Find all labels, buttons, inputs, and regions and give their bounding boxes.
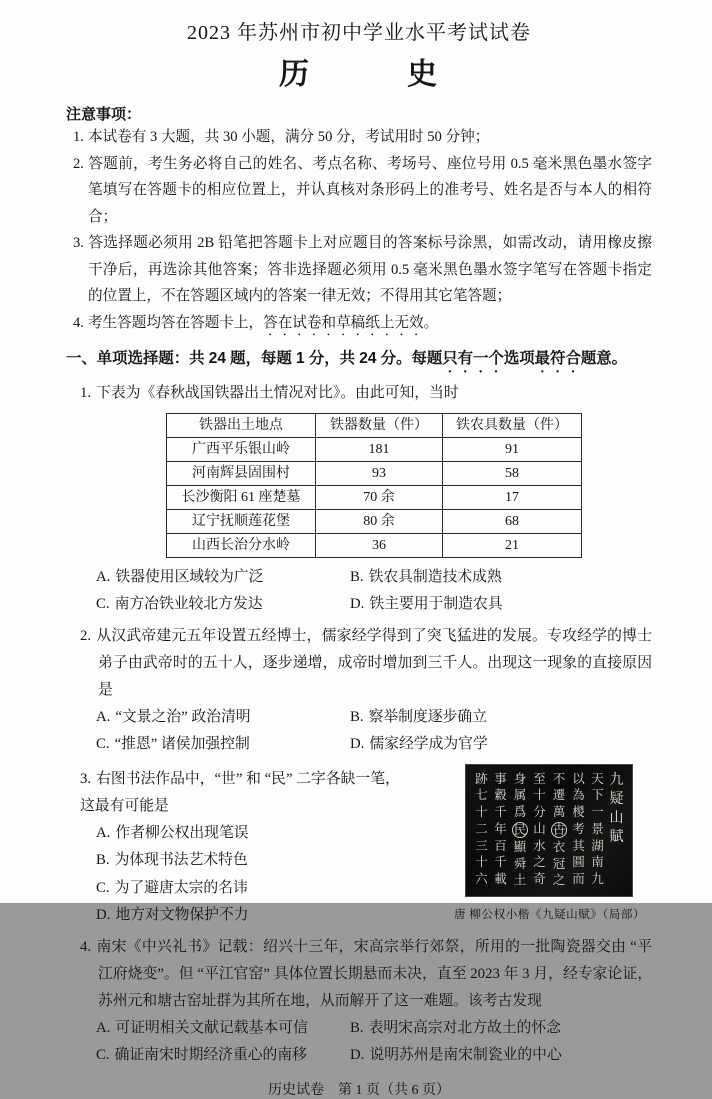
- section-heading-mid: 选项: [503, 349, 535, 367]
- option-d: [350, 731, 652, 759]
- option-d: [66, 902, 447, 930]
- option-label: D.: [350, 1047, 365, 1063]
- option-label: C.: [96, 879, 110, 896]
- option-text: 作者柳公权出现笔误: [115, 824, 249, 841]
- question-stem-text: 南宋《中兴礼书》记载：绍兴十三年，宋高宗举行郊祭，所用的一批陶瓷器交由 “平江府烧变”。但 “平江官窑” 具体位置长期悬而未决，直至 2023 年 3 月，经专家论证，苏州元和塘古窑址群为其所在地，从而解开了这一难题。该考古发现: [96, 938, 652, 1009]
- table-row: [167, 485, 582, 509]
- option-c: [96, 1042, 350, 1070]
- question-1-stem: [66, 380, 652, 407]
- table-row: [167, 437, 582, 461]
- question-3-stem: [66, 766, 447, 793]
- section-heading-suffix: 题意。: [580, 349, 628, 367]
- notice-item-3: [66, 230, 652, 310]
- notice-text: 答选择题必须用 2B 铅笔把答题卡上对应题目的答案标号涂黑，如需改动，请用橡皮擦干净后，再选涂其他答案；答非选择题必须用 0.5 毫米黑色墨水签字笔写在答题卡指定的位置上，不在答题区域内的答案一律无效；不得用其它笔答题；: [87, 235, 652, 304]
- notice-text: 答题前，考生务必将自己的姓名、考点名称、考场号、座位号用 0.5 毫米黑色墨水签字笔填写在答题卡的相应位置上，并认真核对条形码上的准考号、姓名是否与本人的相符合；: [87, 155, 652, 225]
- option-text: 说明苏州是南宋制瓷业的中心: [369, 1047, 562, 1063]
- option-d: [350, 1042, 652, 1070]
- calligraphy-column: 身 属 爲 民 顯 舜 土: [513, 770, 527, 888]
- cell-farm-count: 68: [443, 509, 582, 533]
- question-3: [66, 762, 652, 930]
- circled-character: 民: [513, 821, 527, 837]
- table-row: [167, 509, 582, 533]
- section-heading-emph1: 只有一个: [442, 349, 504, 367]
- subject-title: 历 史: [279, 58, 439, 91]
- question-1-options: [66, 564, 652, 619]
- option-label: A.: [96, 824, 111, 841]
- option-label: D.: [350, 736, 365, 752]
- page-footer: 历史试卷 第 1 页（共 6 页）: [268, 1082, 450, 1098]
- section-heading-prefix: 一、单项选择题：共 24 题，每题 1 分，共 24 分。每题: [66, 349, 443, 367]
- option-label: D.: [96, 907, 111, 923]
- table-row: [167, 461, 582, 485]
- cell-place: 广西平乐银山岭: [167, 437, 316, 461]
- notice-number: 3.: [73, 235, 84, 251]
- option-text: “文景之治” 政治清明: [115, 708, 251, 725]
- option-label: A.: [96, 568, 111, 585]
- option-label: C.: [96, 1047, 110, 1063]
- notice-heading: 注意事项：: [66, 106, 142, 123]
- option-a: [96, 704, 350, 732]
- table-row: [167, 533, 582, 557]
- question-3-figure-column: [447, 762, 652, 930]
- option-label: C.: [96, 736, 110, 752]
- option-text: 儒家经学成为官学: [369, 736, 488, 752]
- option-text: “推恩” 诸侯加强控制: [114, 736, 250, 752]
- option-text: 确证南宋时期经济重心的南移: [114, 1047, 307, 1063]
- cell-place: 山西长治分水岭: [167, 533, 316, 557]
- option-text: 表明宋高宗对北方故土的怀念: [368, 1019, 561, 1036]
- paper-title: 2023 年苏州市初中学业水平考试试卷: [187, 22, 531, 44]
- notice-text: 本试卷有 3 大题，共 30 小题，满分 50 分，考试用时 50 分钟；: [87, 129, 490, 145]
- question-3-text-column: [66, 762, 447, 930]
- section-heading-emph2: 最符合: [534, 349, 581, 367]
- calligraphy-column: 不 遷 萬 卋 衣 冠 之: [552, 770, 566, 888]
- option-text: 察举制度逐步确立: [368, 708, 487, 725]
- cell-iron-count: 181: [316, 437, 443, 461]
- question-number: 3.: [80, 770, 92, 787]
- option-c: [96, 591, 350, 619]
- circled-character: 卋: [552, 821, 566, 837]
- calligraphy-column: 天 下 一 景 湖 南 九: [591, 770, 604, 887]
- option-label: B.: [350, 708, 364, 725]
- notice-item-1: [66, 124, 652, 151]
- calligraphy-column: 跡 七 十 二 三 十 六: [475, 770, 488, 887]
- table-header-farm-count: 铁农具数量（件）: [443, 413, 582, 437]
- cell-farm-count: 21: [443, 533, 582, 557]
- notice-item-2: [66, 151, 652, 231]
- option-b: [350, 564, 652, 592]
- cell-farm-count: 91: [443, 437, 582, 461]
- cell-farm-count: 58: [443, 461, 582, 485]
- cell-iron-count: 80 余: [316, 509, 443, 533]
- option-label: A.: [96, 708, 111, 725]
- question-stem-text: 下表为《春秋战国铁器出土情况对比》。由此可知，当时: [96, 384, 459, 401]
- calligraphy-column: 事 縠 千 年 百 千 載: [494, 770, 507, 887]
- question-4-options: [66, 1015, 652, 1070]
- section-heading: [66, 346, 652, 376]
- table-header-row: [167, 413, 582, 437]
- option-text: 铁农具制造技术成熟: [368, 568, 502, 585]
- cell-place: 河南辉县固围村: [167, 461, 316, 485]
- option-b: [66, 847, 447, 875]
- table-header-iron-count: 铁器数量（件）: [316, 413, 443, 437]
- question-number: 2.: [80, 627, 92, 644]
- option-label: B.: [96, 852, 110, 868]
- option-c: [96, 731, 350, 759]
- option-b: [350, 704, 652, 732]
- option-d: [350, 591, 652, 619]
- calligraphy-column: 至 十 分 山 水 之 奇: [533, 770, 546, 887]
- question-4-stem: [66, 934, 652, 1015]
- cell-place: 辽宁抚顺莲花堡: [167, 509, 316, 533]
- question-stem-text-line2: 这最有可能是: [80, 797, 169, 814]
- notice-number: 4.: [73, 314, 84, 331]
- calligraphy-column: 九 疑 山 賦: [609, 771, 624, 845]
- cell-farm-count: 17: [443, 485, 582, 509]
- option-text: 铁主要用于制造农具: [369, 596, 503, 612]
- notice-item-4: [66, 310, 652, 339]
- option-text: 南方冶铁业较北方发达: [114, 596, 263, 612]
- cell-iron-count: 36: [316, 533, 443, 557]
- notice-text: 考生答题均答在答题卡上，: [87, 314, 264, 331]
- option-a: [96, 564, 350, 592]
- option-text: 铁器使用区域较为广泛: [115, 568, 264, 585]
- option-text: 可证明相关文献记载基本可信: [115, 1019, 308, 1036]
- question-2-options: [66, 704, 652, 759]
- calligraphy-rubbing-image: [465, 764, 633, 897]
- option-a: [66, 820, 447, 848]
- question-2-stem: [66, 623, 652, 704]
- option-label: A.: [96, 1019, 111, 1036]
- question-stem-text: 从汉武帝建元五年设置五经博士，儒家经学得到了突飞猛进的发展。专攻经学的博士弟子由武帝时的五十人，逐步递增，成帝时增加到三千人。出现这一现象的直接原因是: [96, 627, 652, 698]
- cell-place: 长沙衡阳 61 座楚墓: [167, 485, 316, 509]
- cell-iron-count: 70 余: [316, 485, 443, 509]
- figure-caption: 唐 柳公权小楷《九疑山赋》（局部）: [453, 907, 646, 921]
- option-a: [96, 1015, 350, 1043]
- question-1: [66, 380, 652, 619]
- option-text: 为了避唐太宗的名讳: [114, 879, 248, 896]
- table-header-place: 铁器出土地点: [167, 413, 316, 437]
- option-text: 地方对文物保护不力: [115, 907, 249, 923]
- option-label: B.: [350, 1019, 364, 1036]
- question-4: [66, 934, 652, 1070]
- question-2: [66, 623, 652, 759]
- notice-number: 2.: [73, 155, 84, 172]
- iron-artifacts-table: [166, 413, 582, 558]
- option-c: [66, 875, 447, 903]
- calligraphy-column: 以 為 椶 考 其 圓 而: [572, 770, 585, 887]
- option-label: D.: [350, 596, 365, 612]
- option-label: C.: [96, 596, 110, 612]
- question-number: 4.: [80, 938, 92, 955]
- notice-text-emphasized: 答在试卷和草稿纸上无效。: [263, 314, 439, 331]
- notice-number: 1.: [73, 129, 84, 145]
- option-text: 为体现书法艺术特色: [114, 852, 248, 868]
- option-b: [350, 1015, 652, 1043]
- cell-iron-count: 93: [316, 461, 443, 485]
- question-stem-text-line1: 右图书法作品中，“世” 和 “民” 二字各缺一笔，: [96, 770, 400, 787]
- question-number: 1.: [80, 384, 92, 401]
- option-label: B.: [350, 568, 364, 585]
